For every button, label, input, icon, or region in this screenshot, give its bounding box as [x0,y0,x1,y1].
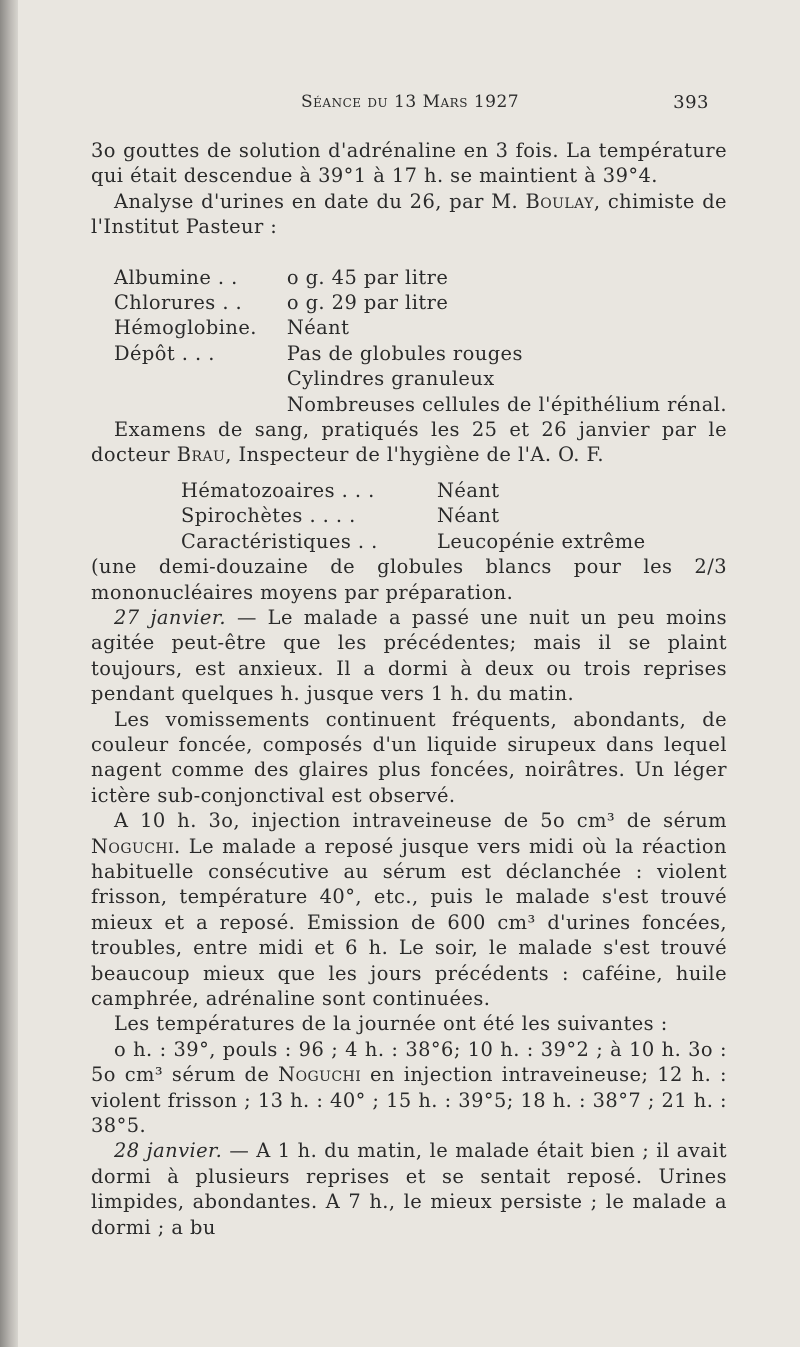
urine-value: Néant [286,316,350,340]
blood-label: Hématozoaires . . . [181,478,375,502]
urine-value: o g. 45 par litre [286,265,449,289]
paragraph-serum-injection [91,808,727,1011]
table-row [114,315,727,340]
blood-value: Leucopénie extrême [437,529,646,553]
text-segment: o h. : 39°, pouls : 96 ; 4 h. : 38°6; 10 h. : 39°2 ; à 10 h. 3o : 5o cm³ sérum de [91,1037,727,1087]
urine-results-table [114,265,727,417]
person-name: Noguchi [91,834,175,858]
person-name: Boulay [525,189,594,213]
urine-label: Albumine . . [114,265,238,289]
urine-label: Chlorures . . [114,291,243,315]
blood-label: Spirochètes . . . . [181,504,356,528]
paragraph-blood-exam [91,417,727,468]
text-segment: Analyse d'urines en date du 26, par M. [114,189,526,213]
blood-value: Néant [437,478,500,502]
urine-value: Pas de globules rouges [286,341,523,365]
blood-label: Caractéristiques . . [181,529,378,553]
table-row [114,366,727,391]
table-row [114,290,727,315]
urine-label: Hémoglobine. [114,316,257,340]
paragraph-vomiting: Les vomissements continuent fréquents, abondants, de couleur foncée, composés d'un liquide sirupeux dans lequel nagent comme des glaires plus foncées, noirâtres. Un léger ictère sub-conjonctival est observé. [91,707,727,807]
paragraph-adrenaline: 3o gouttes de solution d'adrénaline en 3 fois. La température qui était descendue à 39°1 à 17 h. se maintient à 39°4. [91,139,727,188]
urine-label [114,392,287,417]
paragraph-temperatures-intro: Les températures de la journée ont été les suivantes : [114,1012,668,1036]
book-page [18,0,800,1347]
table-row [114,265,727,290]
person-name: Noguchi [278,1063,362,1087]
text-segment: , Inspecteur de l'hygiène de l'A. O. F. [225,443,605,467]
table-row [114,392,727,417]
urine-label: Dépôt . . . [114,341,215,365]
text-segment: — Le malade a passé une nuit un peu moins agitée peut-être que les précédentes; mais il se plaint toujours, est anxieux. Il a dormi à deux ou trois reprises pendant quelques h. jusque vers 1 h. du matin. [91,605,727,706]
blood-results-table [181,478,646,554]
text-segment: — A 1 h. du matin, le malade était bien ; il avait dormi à plusieurs reprises et se sentait reposé. Urines limpides, abondantes. A 7 h., le mieux persiste ; le malade a dormi ; a bu [91,1139,727,1239]
entry-date: 28 janvier. [114,1139,223,1163]
page-body [91,138,727,1240]
text-segment: en injection intraveineuse; 12 h. : violent frisson ; 13 h. : 40° ; 15 h. : 39°5; 18 h. : 38°7 ; 21 h. : 38°5. [91,1063,727,1138]
table-row [181,529,646,554]
table-row [181,503,646,528]
urine-label [114,366,287,391]
entry-date: 27 janvier. [114,605,227,629]
text-segment: Examens de sang, pratiqués les 25 et 26 janvier par le docteur [91,418,727,467]
page-number: 393 [673,92,709,113]
paragraph-january-27 [91,605,727,707]
book-spine-shadow [0,0,18,1347]
text-segment: A 10 h. 3o, injection intraveineuse de 5o cm³ de sérum [114,809,727,833]
person-name: Brau [176,443,226,467]
running-title: Séance du 13 Mars 1927 [301,92,520,112]
paragraph-temperature-log [91,1037,727,1139]
urine-value: Cylindres granuleux [286,367,495,391]
table-row [114,341,727,366]
paragraph-leukocytes: (une demi-douzaine de globules blancs pour les 2/3 mononucléaires moyens par préparation. [91,555,727,604]
paragraph-january-28 [91,1138,727,1240]
paragraph-urine-analysis [91,189,727,240]
text-segment: , chimiste de l'Institut Pasteur : [91,189,727,239]
urine-value: Nombreuses cellules de l'épithélium rénal. [286,392,727,416]
text-segment: . Le malade a reposé jusque vers midi où la réaction habituelle consécutive au sérum est déclanchée : violent frisson, température 40°, etc., puis le malade s'est trouvé mieux et a reposé. Emission de 600 cm³ d'urines foncées, troubles, entre midi et 6 h. Le soir, le malade s'est trouvé beaucoup mieux que les jours précédents : caféine, huile camphrée, adrénaline sont continuées. [91,834,727,1010]
blood-value: Néant [437,504,500,528]
table-row [181,478,646,503]
urine-value: o g. 29 par litre [286,291,449,315]
